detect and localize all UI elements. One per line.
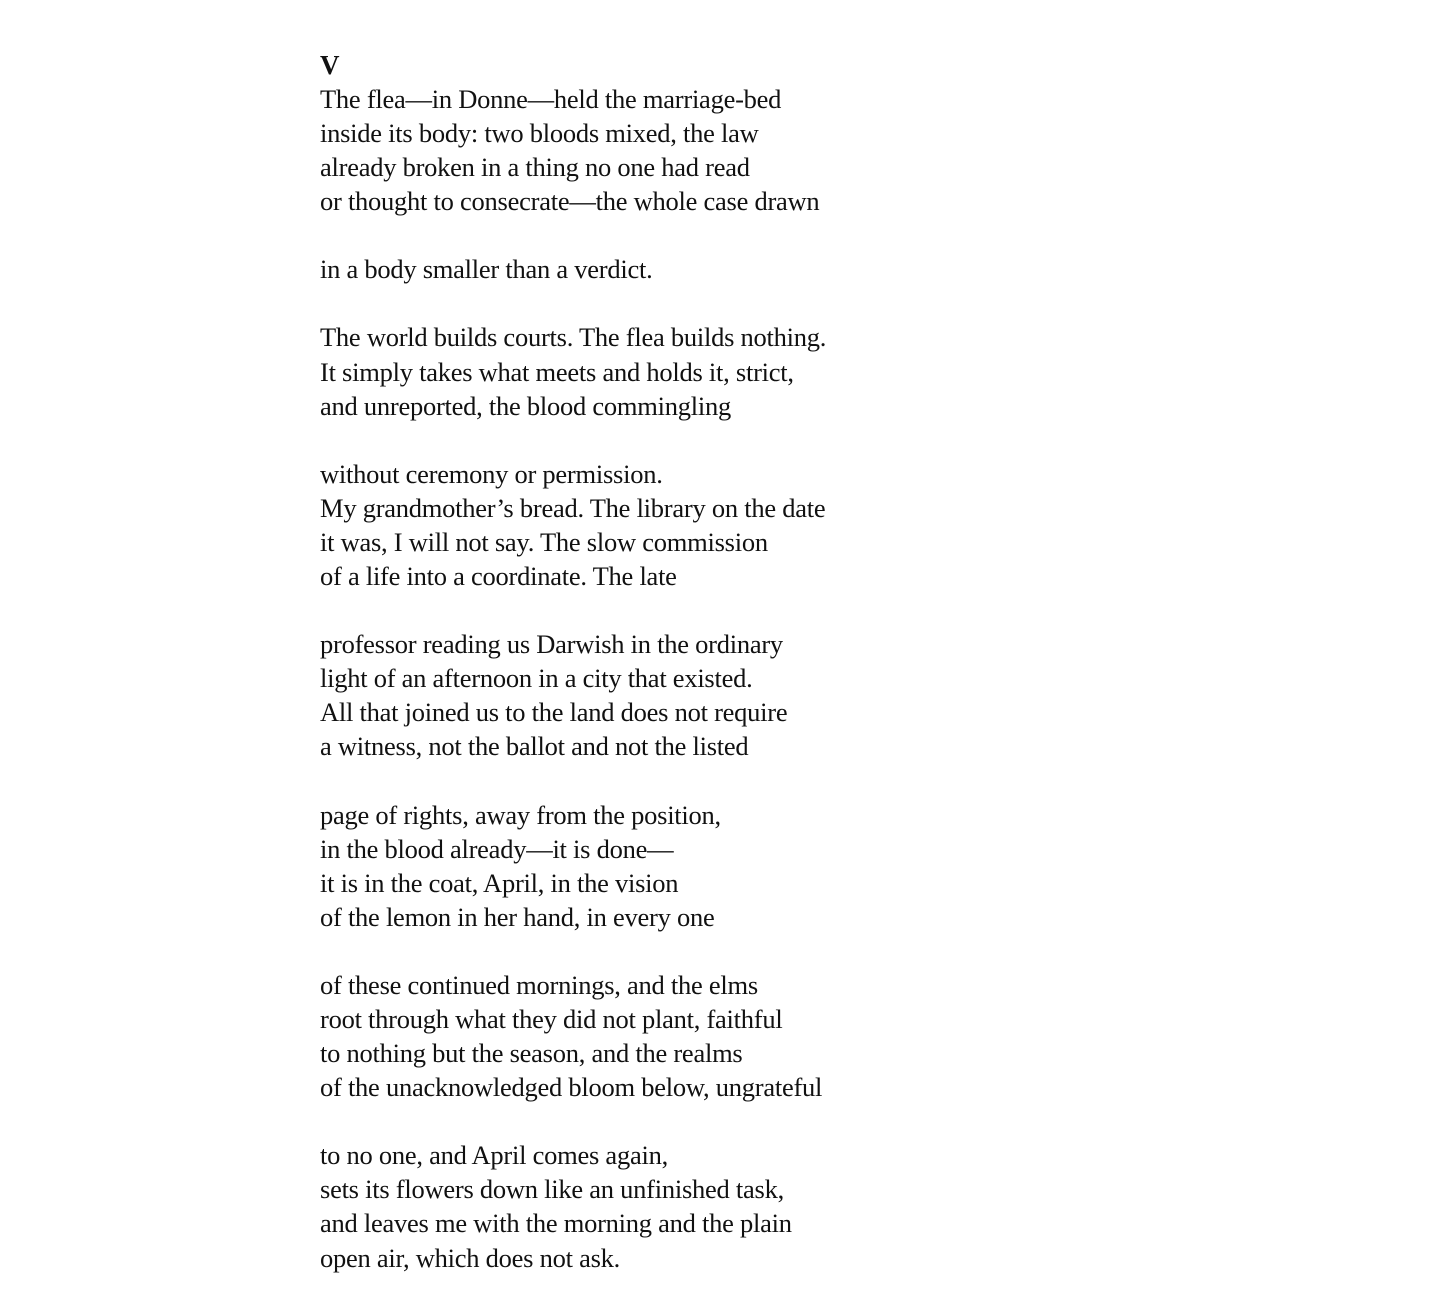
poem-line: of the unacknowledged bloom below, ungrateful: [320, 1072, 823, 1103]
poem-line: or thought to consecrate—the whole case drawn: [320, 186, 820, 217]
poem-page: [320, 48, 940, 1309]
poem-line: to no one, and April comes again,: [320, 1140, 668, 1171]
poem-line: and unreported, the blood commingling: [320, 390, 731, 421]
poem-line: of a life into a coordinate. The late: [320, 561, 677, 592]
poem-line: to nothing but the season, and the realms: [320, 1038, 743, 1069]
stanza-7: [320, 968, 940, 1104]
poem-line: All that joined us to the land does not require: [320, 697, 788, 728]
poem-line: inside its body: two bloods mixed, the law: [320, 118, 759, 149]
poem-line: It simply takes what meets and holds it, strict,: [320, 356, 794, 387]
poem-line: in a body smaller than a verdict.: [320, 254, 653, 285]
poem-line: it is in the coat, April, in the vision: [320, 867, 679, 898]
poem-line: The world builds courts. The flea builds nothing.: [320, 322, 827, 353]
poem-line: light of an afternoon in a city that existed.: [320, 663, 753, 694]
poem-line: and leaves me with the morning and the plain: [320, 1208, 792, 1239]
poem-line: sets its flowers down like an unfinished task,: [320, 1174, 784, 1205]
stanza-2: [320, 252, 940, 286]
poem-line: The flea—in Donne—held the marriage-bed: [320, 84, 782, 114]
poem-line: page of rights, away from the position,: [320, 799, 721, 830]
poem-line: of the lemon in her hand, in every one: [320, 901, 715, 932]
stanza-4: [320, 457, 940, 593]
poem-line: root through what they did not plant, faithful: [320, 1003, 783, 1034]
stanza-8: [320, 1138, 940, 1274]
stanza-6: [320, 798, 940, 934]
poem-line: of these continued mornings, and the elms: [320, 969, 758, 1000]
poem-line: already broken in a thing no one had read: [320, 152, 750, 183]
poem-line: open air, which does not ask.: [320, 1242, 621, 1273]
poem-line: without ceremony or permission.: [320, 458, 663, 489]
stanza-3: [320, 320, 940, 422]
poem-line: it was, I will not say. The slow commission: [320, 526, 768, 557]
section-heading: V: [320, 50, 340, 80]
poem-line: professor reading us Darwish in the ordinary: [320, 629, 783, 660]
poem-line: in the blood already—it is done—: [320, 833, 674, 864]
poem-line: My grandmother’s bread. The library on the date: [320, 492, 826, 523]
stanza-1: [320, 82, 940, 218]
stanza-5: [320, 627, 940, 763]
poem-line: a witness, not the ballot and not the listed: [320, 731, 749, 762]
